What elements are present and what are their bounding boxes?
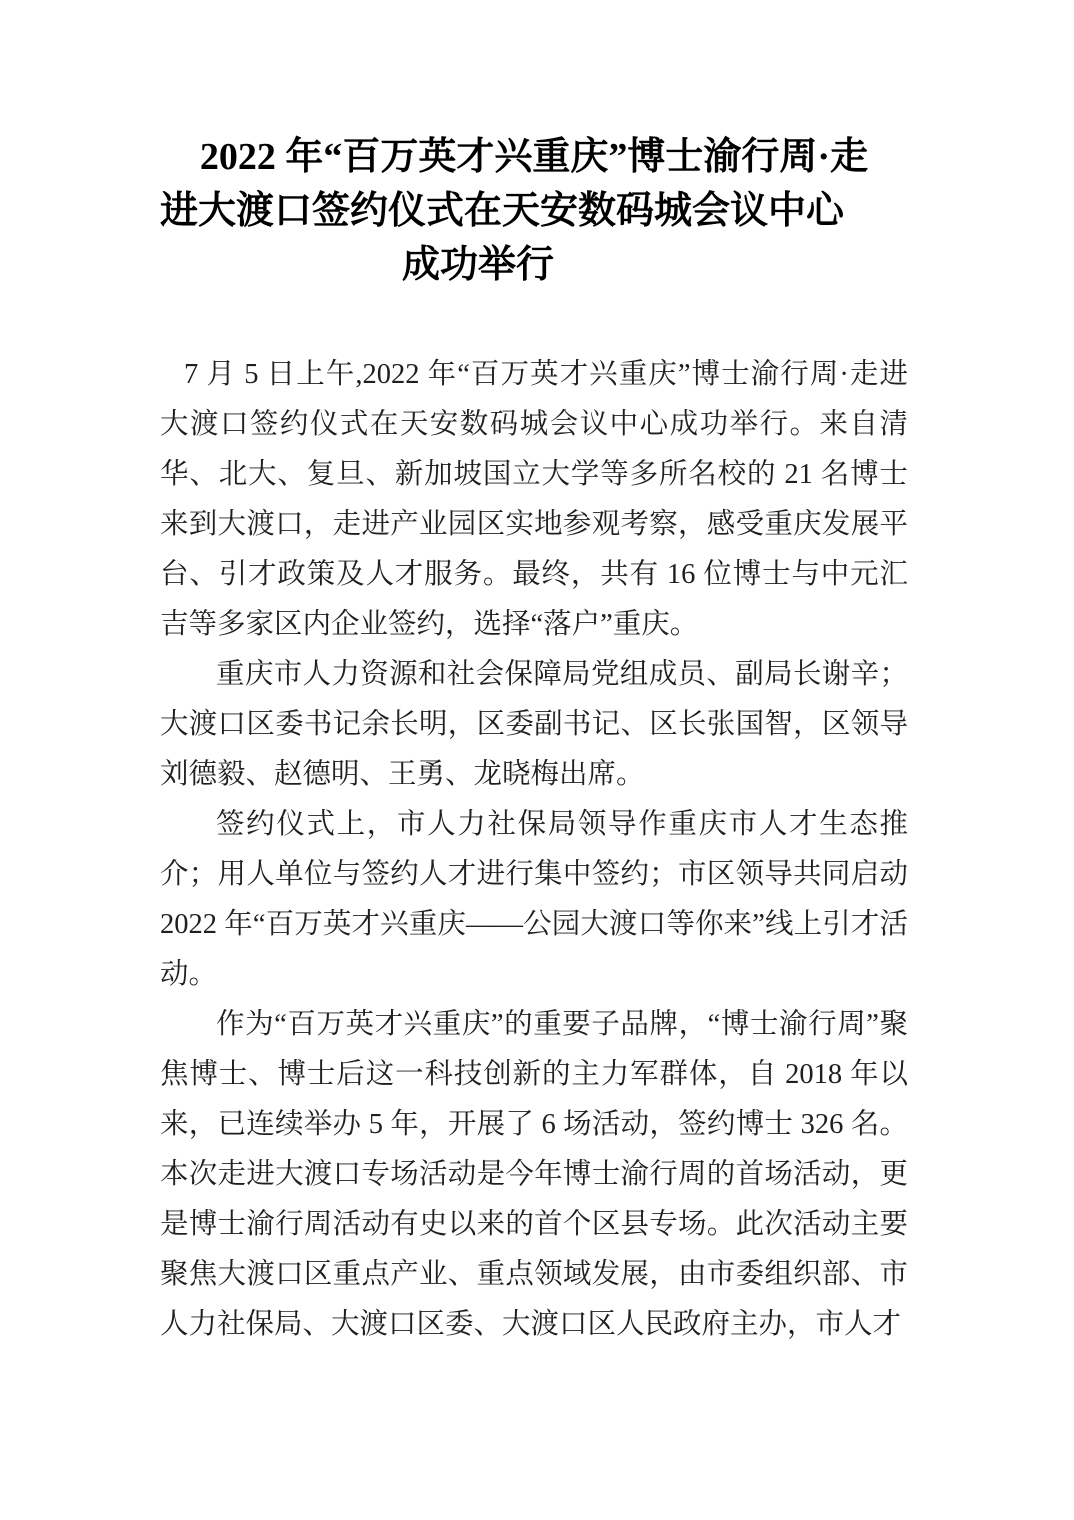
- page-title-line-1: 2022 年“百万英才兴重庆”博士渝行周·走: [199, 136, 869, 178]
- document-content: [160, 0, 908, 1350]
- body-paragraph-2: 重庆市人力资源和社会保障局党组成员、副局长谢辛；大渡口区委书记余长明，区委副书记、区长张国智，区领导刘德毅、赵德明、王勇、龙晓梅出席。: [160, 659, 908, 790]
- body-paragraph-4: 作为“百万英才兴重庆”的重要子品牌，“博士渝行周”聚焦博士、博士后这一科技创新的主力军群体，自 2018 年以来，已连续举办 5 年，开展了 6 场活动，签约博士 326 名。本次走进大渡口专场活动是今年博士渝行周的首场活动，更是博士渝行周活动有史以来的首个区县专场。此次活动主要聚焦大渡口区重点产业、重点领域发展，由市委组织部、市人力社保局、大渡口区委、大渡口区人民政府主办，市人才: [160, 1009, 908, 1340]
- page-title-line-3: 成功举行: [401, 244, 554, 286]
- body-paragraph-3: 签约仪式上，市人力社保局领导作重庆市人才生态推介；用人单位与签约人才进行集中签约；市区领导共同启动 2022 年“百万英才兴重庆——公园大渡口等你来”线上引才活动。: [160, 809, 908, 990]
- page-title: [160, 130, 908, 292]
- body-paragraph-1: 7 月 5 日上午,2022 年“百万英才兴重庆”博士渝行周·走进大渡口签约仪式在天安数码城会议中心成功举行。来自清华、北大、复旦、新加坡国立大学等多所名校的 21 名博士来到大渡口，走进产业园区实地参观考察，感受重庆发展平台、引才政策及人才服务。最终，共有 16 位博士与中元汇吉等多家区内企业签约，选择“落户”重庆。: [160, 359, 908, 640]
- page-title-line-2: 进大渡口签约仪式在天安数码城会议中心: [160, 190, 845, 232]
- article-body: [160, 350, 908, 1350]
